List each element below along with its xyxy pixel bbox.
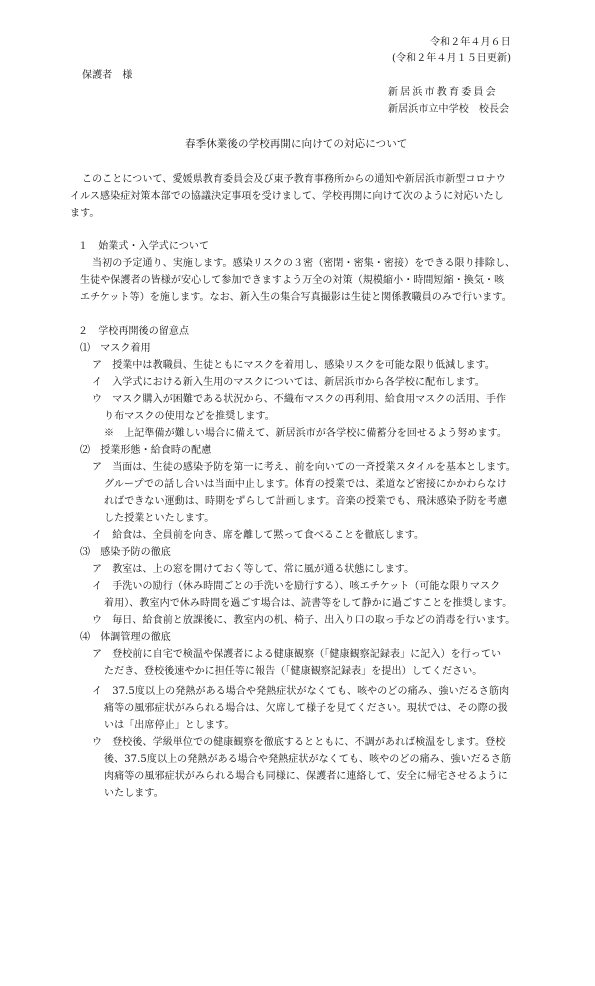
list-item-continued: いは「出席停止」とします。 xyxy=(104,720,235,731)
list-item-continued: り布マスクの使用などを推奨します。 xyxy=(104,411,275,422)
list-item: ウ 毎日、給食前と放課後に、教室内の机、椅子、出入り口の取っ手などの消毒を行います。 xyxy=(92,615,516,626)
list-item: イ 入学式における新入生用のマスクについては、新居浜市から各学校に配布します。 xyxy=(92,377,485,388)
list-item: ア 授業中は教職員、生徒ともにマスクを着用し、感染リスクを可能な限り低減します。 xyxy=(92,360,495,371)
list-item: ア 当面は、生徒の感染予防を第一に考え、前を向いての一斉授業スタイルを基本とします。 xyxy=(92,462,516,473)
list-item-continued: した授業といたします。 xyxy=(104,513,215,524)
intro-line: ます。 xyxy=(70,208,100,219)
list-item-continued: ればできない運動は、時期をずらして計画します。音楽の授業でも、飛沫感染予防を考慮 xyxy=(104,496,508,507)
subsection-heading: ⑴ マスク着用 xyxy=(80,343,151,354)
list-item: ウ マスク購入が困難である状況から、不織布マスクの再利用、給食用マスクの活用、手作 xyxy=(92,394,507,405)
intro-line: イルス感染症対策本部での協議決定事項を受けまして、学校再開に向けて次のように対応いたし xyxy=(70,191,504,202)
section-1-heading: １ 始業式・入学式について xyxy=(78,241,210,252)
list-item-continued: いたします。 xyxy=(104,788,164,799)
section-1-line: 生徒や保護者の皆様が安心して参加できますよう万全の対策（規模縮小・時間短縮・換気・咳 xyxy=(80,275,505,286)
recipient: 保護者 様 xyxy=(82,70,133,81)
section-1-line: 当初の予定通り、実施します。感染リスクの３密（密閉・密集・密接）をできる限り排除し、 xyxy=(92,258,516,269)
note-item: ※ 上記準備が難しい場合に備えて、新居浜市が各学校に備蓄分を回せるよう努めます。 xyxy=(104,428,507,439)
subsection-heading: ⑷ 体調管理の徹底 xyxy=(80,632,171,643)
list-item: イ 手洗いの励行（休み時間ごとの手洗いを励行する）、咳エチケット（可能な限りマスク xyxy=(92,581,501,592)
header-date: 令和２年４月６日 xyxy=(430,37,511,48)
list-item: ア 教室は、上の窓を開けておく等して、常に風が通る状態にします。 xyxy=(92,564,415,575)
list-item-continued: 痛等の風邪症状がみられる場合は、欠席して様子を見てください。現状では、その際の扱 xyxy=(104,703,508,714)
list-item-continued: 後、37.5度以上の発熱がある場合や発熱症状がなくても、咳やのどの痛み、強いだるさ筋 xyxy=(104,754,512,765)
section-2-heading: ２ 学校再開後の留意点 xyxy=(78,326,190,337)
list-item-continued: グループでの話し合いは当面中止します。体育の授業では、柔道など密接にかかわらなけ xyxy=(104,479,507,490)
list-item: ア 登校前に自宅で検温や保護者による健康観察（「健康観察記録表」に記入）を行ってい xyxy=(92,649,502,660)
list-item-continued: ただき、登校後速やかに担任等に報告（「健康観察記録表」を提出）してください。 xyxy=(104,666,483,677)
intro-line: このことについて、愛媛県教育委員会及び東予教育事務所からの通知や新居浜市新型コロナウ xyxy=(82,174,506,185)
list-item: イ 37.5度以上の発熱がある場合や発熱症状がなくても、咳やのどの痛み、強いだるさ筋肉 xyxy=(92,686,510,697)
subsection-heading: ⑶ 感染予防の徹底 xyxy=(80,547,171,558)
document-title: 春季休業後の学校再開に向けての対応について xyxy=(185,138,408,150)
header-updated: (令和２年４月１５日更新) xyxy=(392,53,512,64)
list-item: イ 給食は、全員前を向き、席を離して黙って食べることを徹底します。 xyxy=(92,530,425,541)
section-1-line: エチケット等）を施します。なお、新入生の集合写真撮影は生徒と関係教職員のみで行います。 xyxy=(80,292,512,303)
sender-principals: 新居浜市立中学校 校長会 xyxy=(388,104,510,115)
list-item: ウ 登校後、学級単位での健康観察を徹底するとともに、不調があれば検温をします。登校 xyxy=(92,737,506,748)
list-item-continued: 着用）、教室内で休み時間を過ごす場合は、読書等をして静かに過ごすことを推奨します。 xyxy=(104,598,513,609)
list-item-continued: 肉痛等の風邪症状がみられる場合も同様に、保護者に連絡して、安全に帰宅させるように xyxy=(104,771,508,782)
sender-board: 新居浜市教育委員会 xyxy=(388,87,498,98)
subsection-heading: ⑵ 授業形態・給食時の配慮 xyxy=(80,445,212,456)
